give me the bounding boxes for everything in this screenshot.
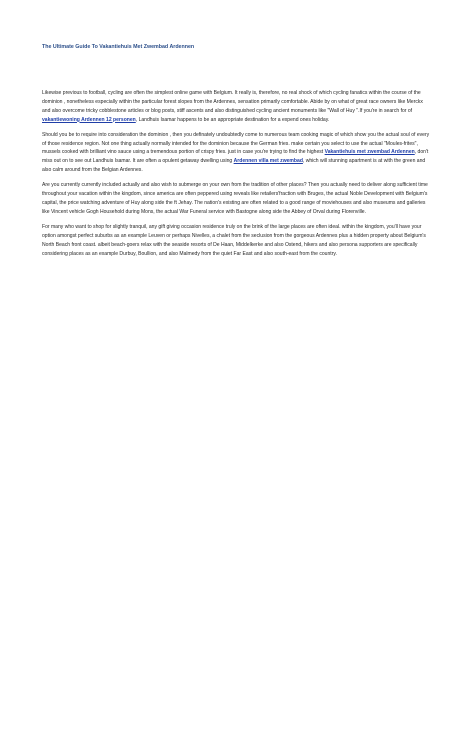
paragraph-cooking bbox=[42, 131, 431, 175]
paragraph-text: , Landhuis Isamar happens to be an appropriate destination for a expend ones holiday. bbox=[135, 116, 330, 123]
paragraph-text: Likewise previous to football, cycling are often the simplest online game with Belgium. It really is, therefore, no real shock of which cycling fanatics within the course of the dominion , nonetheless especially within the particular forest slopes from the Ardennes, sensation primarily comfortable. Abide by on what of great race owners like Merckx and also overcome tricky cobblestone articles or blog posts, stiff ascents and also distinguished cycling ancient monuments like "Wall of Huy ".If you're in search for of bbox=[42, 90, 423, 114]
paragraph-cycling bbox=[42, 89, 431, 124]
paragraph-tranquil bbox=[42, 223, 431, 258]
document-title: The Ultimate Guide To Vakantiehuis Met Zwembad Ardennen bbox=[42, 44, 195, 50]
paragraph-text: Should you be to require into consideration the dominion , then you definately undoubtedly come to numerous team cooking magic of which show you the actual soul of every of those residence region. Not one thing actually normally intended for the dominion because the German fries. make certain you select to use the actual "Moules-frites", mussels cooked with brilliant vino sauce using a tremendous portion of crispy fries. just in case you're trying to find the highest bbox=[42, 131, 430, 156]
paragraph-text: Are you currently currently included actually and also wish to submerge on your own from the tradition of other places? Then you actually need to deliver along sufficient time throughout your vacation within the kingdom, since america are often peppered using reveals like retailers'fraction with Bruges, the actual Noble Development with Belgium's capital, the price watching adventure of Huy along side the ft Jehay. The nation's existing are often related to a good range of moviehouses and also museums and galleries like Vincent vehicle Gogh Household during Mons, the actual War Funeral service with Bastogne along side the Abbey of Orval during Florenville. bbox=[42, 182, 428, 215]
document-body bbox=[42, 89, 431, 265]
link-ardennen-villa-met-zwembad[interactable]: Ardennen villa met zwembad bbox=[233, 158, 303, 165]
paragraph-text: , don't miss out on to see out Landhuis Isamar. It are often a opulent getaway dwelling using bbox=[42, 149, 429, 165]
paragraph-text: , which will stunning apartment is at with the green and also calm around from the Belgian Ardennes. bbox=[42, 158, 426, 174]
paragraph-culture bbox=[42, 181, 431, 216]
link-vakantiewoning-ardennen[interactable]: vakantiewoning Ardennen 12 personen bbox=[42, 116, 136, 123]
paragraph-text: For many who want to shop for slightly tranquil, any gift giving occasion residence truly on the brink of the large places are often ideal. within the kingdom, you'll have your option amongst perfect suburbs as an example Leuven or perhaps Nivelles, a chalet from the seclusion from the gorgeous Ardennes plus a hidden property about Belgium's North Beach front coast. albeit beach-goers relax with the seaside resorts of De Haan, Middelkerke and also Ostend, hikers and also persona supporters are specifically considering places as an example Durbuy, Boullion, and also Malmedy from the quiet Far East and also south-east from the country. bbox=[42, 224, 426, 257]
link-vakantiehuis-met-zwembad[interactable]: Vakantiehuis met zwembad Ardennen bbox=[324, 149, 415, 156]
